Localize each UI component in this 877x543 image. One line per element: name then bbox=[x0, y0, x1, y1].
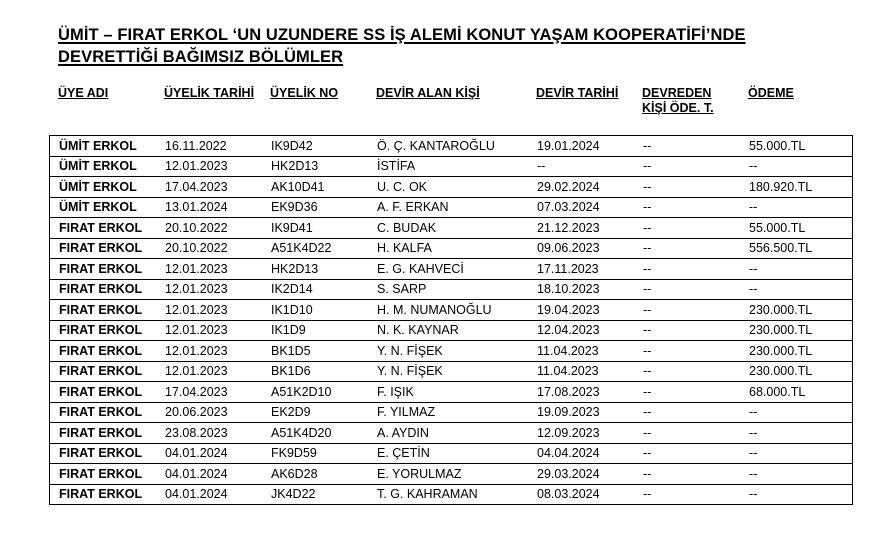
cell-uye-adi: FIRAT ERKOL bbox=[50, 259, 166, 280]
cell-devreden-kisi-odeme: -- bbox=[643, 156, 749, 177]
cell-devreden-kisi-odeme: -- bbox=[643, 238, 749, 259]
cell-uye-adi: FIRAT ERKOL bbox=[50, 423, 166, 444]
cell-devir-alan-kisi: C. BUDAK bbox=[377, 218, 537, 239]
cell-odeme: -- bbox=[749, 443, 853, 464]
table-row bbox=[50, 320, 853, 341]
table-row bbox=[50, 177, 853, 198]
cell-devir-alan-kisi: U. C. OK bbox=[377, 177, 537, 198]
header-devir-tarihi: DEVİR TARİHİ bbox=[536, 86, 619, 100]
cell-uyelik-tarihi: 12.01.2023 bbox=[165, 300, 271, 321]
table-row bbox=[50, 238, 853, 259]
cell-uyelik-tarihi: 23.08.2023 bbox=[165, 423, 271, 444]
cell-uyelik-no: IK2D14 bbox=[271, 279, 377, 300]
title-line-2: DEVRETTİĞİ BAĞIMSIZ BÖLÜMLER bbox=[58, 48, 344, 66]
table-row bbox=[50, 341, 853, 362]
cell-uye-adi: FIRAT ERKOL bbox=[50, 300, 166, 321]
cell-uyelik-tarihi: 17.04.2023 bbox=[165, 177, 271, 198]
cell-devir-alan-kisi: Y. N. FİŞEK bbox=[377, 341, 537, 362]
cell-devreden-kisi-odeme: -- bbox=[643, 136, 749, 157]
cell-uyelik-no: A51K4D20 bbox=[271, 423, 377, 444]
cell-devir-tarihi: 07.03.2024 bbox=[537, 197, 643, 218]
cell-uye-adi: FIRAT ERKOL bbox=[50, 238, 166, 259]
cell-uyelik-no: EK2D9 bbox=[271, 402, 377, 423]
cell-devir-tarihi: 17.11.2023 bbox=[537, 259, 643, 280]
cell-uyelik-no: AK6D28 bbox=[271, 464, 377, 485]
cell-odeme: -- bbox=[749, 402, 853, 423]
cell-devir-tarihi: 17.08.2023 bbox=[537, 382, 643, 403]
table-row bbox=[50, 423, 853, 444]
cell-uye-adi: FIRAT ERKOL bbox=[50, 443, 166, 464]
title-line-1: ÜMİT – FIRAT ERKOL ‘UN UZUNDERE SS İŞ ALEMİ KONUT YAŞAM KOOPERATİFİ’NDE bbox=[58, 26, 746, 44]
header-devir-alan-kisi: DEVİR ALAN KİŞİ bbox=[376, 86, 480, 100]
cell-uye-adi: FIRAT ERKOL bbox=[50, 320, 166, 341]
cell-devir-alan-kisi: Y. N. FİŞEK bbox=[377, 361, 537, 382]
cell-uyelik-no: IK9D42 bbox=[271, 136, 377, 157]
cell-uyelik-tarihi: 12.01.2023 bbox=[165, 259, 271, 280]
table-row bbox=[50, 402, 853, 423]
cell-odeme: 55.000.TL bbox=[749, 218, 853, 239]
cell-devir-alan-kisi: F. IŞIK bbox=[377, 382, 537, 403]
cell-devir-tarihi: 09.06.2023 bbox=[537, 238, 643, 259]
header-uyelik-no: ÜYELİK NO bbox=[270, 86, 339, 100]
cell-odeme: -- bbox=[749, 156, 853, 177]
cell-uyelik-tarihi: 12.01.2023 bbox=[165, 320, 271, 341]
document-title bbox=[58, 24, 838, 68]
cell-devir-alan-kisi: A. F. ERKAN bbox=[377, 197, 537, 218]
table-row bbox=[50, 136, 853, 157]
header-uyelik-tarihi: ÜYELİK TARİHİ bbox=[164, 86, 255, 100]
cell-odeme: 180.920.TL bbox=[749, 177, 853, 198]
header-devreden-line-2: KİŞİ ÖDE. T. bbox=[642, 101, 714, 115]
cell-uyelik-tarihi: 04.01.2024 bbox=[165, 484, 271, 505]
cell-uyelik-no: BK1D6 bbox=[271, 361, 377, 382]
cell-devir-tarihi: 11.04.2023 bbox=[537, 341, 643, 362]
cell-uyelik-tarihi: 12.01.2023 bbox=[165, 341, 271, 362]
cell-uye-adi: FIRAT ERKOL bbox=[50, 341, 166, 362]
cell-devir-alan-kisi: E. G. KAHVECİ bbox=[377, 259, 537, 280]
header-uye-adi: ÜYE ADI bbox=[58, 86, 109, 100]
cell-devreden-kisi-odeme: -- bbox=[643, 402, 749, 423]
cell-odeme: -- bbox=[749, 197, 853, 218]
cell-devir-tarihi: 11.04.2023 bbox=[537, 361, 643, 382]
table-row bbox=[50, 279, 853, 300]
cell-uyelik-tarihi: 17.04.2023 bbox=[165, 382, 271, 403]
header-devreden-kisi-odeme bbox=[642, 86, 714, 116]
cell-devreden-kisi-odeme: -- bbox=[643, 382, 749, 403]
cell-devreden-kisi-odeme: -- bbox=[643, 300, 749, 321]
cell-uye-adi: FIRAT ERKOL bbox=[50, 361, 166, 382]
cell-uyelik-tarihi: 20.06.2023 bbox=[165, 402, 271, 423]
cell-devreden-kisi-odeme: -- bbox=[643, 197, 749, 218]
cell-odeme: -- bbox=[749, 464, 853, 485]
table-row bbox=[50, 464, 853, 485]
cell-uyelik-no: A51K4D22 bbox=[271, 238, 377, 259]
cell-uyelik-tarihi: 16.11.2022 bbox=[165, 136, 271, 157]
table-row bbox=[50, 218, 853, 239]
cell-devir-alan-kisi: H. M. NUMANOĞLU bbox=[377, 300, 537, 321]
table-row bbox=[50, 361, 853, 382]
cell-odeme: -- bbox=[749, 484, 853, 505]
cell-odeme: -- bbox=[749, 423, 853, 444]
cell-devreden-kisi-odeme: -- bbox=[643, 177, 749, 198]
table-row bbox=[50, 197, 853, 218]
cell-devreden-kisi-odeme: -- bbox=[643, 361, 749, 382]
cell-uyelik-tarihi: 12.01.2023 bbox=[165, 156, 271, 177]
cell-devir-alan-kisi: N. K. KAYNAR bbox=[377, 320, 537, 341]
cell-uye-adi: FIRAT ERKOL bbox=[50, 484, 166, 505]
transfers-table-body bbox=[50, 136, 853, 505]
cell-odeme: 230.000.TL bbox=[749, 320, 853, 341]
cell-uyelik-no: IK1D10 bbox=[271, 300, 377, 321]
cell-devir-tarihi: 19.01.2024 bbox=[537, 136, 643, 157]
cell-uyelik-no: HK2D13 bbox=[271, 156, 377, 177]
cell-devreden-kisi-odeme: -- bbox=[643, 218, 749, 239]
cell-devir-tarihi: 12.09.2023 bbox=[537, 423, 643, 444]
cell-uye-adi: FIRAT ERKOL bbox=[50, 218, 166, 239]
table-row bbox=[50, 156, 853, 177]
cell-devreden-kisi-odeme: -- bbox=[643, 279, 749, 300]
cell-uye-adi: FIRAT ERKOL bbox=[50, 279, 166, 300]
cell-uyelik-no: FK9D59 bbox=[271, 443, 377, 464]
cell-devir-tarihi: 21.12.2023 bbox=[537, 218, 643, 239]
cell-devreden-kisi-odeme: -- bbox=[643, 464, 749, 485]
cell-uyelik-no: A51K2D10 bbox=[271, 382, 377, 403]
cell-uyelik-no: BK1D5 bbox=[271, 341, 377, 362]
header-odeme: ÖDEME bbox=[748, 86, 794, 100]
table-row bbox=[50, 484, 853, 505]
table-row bbox=[50, 382, 853, 403]
cell-devir-alan-kisi: S. SARP bbox=[377, 279, 537, 300]
cell-devreden-kisi-odeme: -- bbox=[643, 484, 749, 505]
cell-uyelik-no: EK9D36 bbox=[271, 197, 377, 218]
cell-uyelik-no: JK4D22 bbox=[271, 484, 377, 505]
cell-devir-tarihi: 29.03.2024 bbox=[537, 464, 643, 485]
cell-uye-adi: ÜMİT ERKOL bbox=[50, 197, 166, 218]
cell-devreden-kisi-odeme: -- bbox=[643, 259, 749, 280]
cell-uye-adi: ÜMİT ERKOL bbox=[50, 136, 166, 157]
cell-devir-alan-kisi: Ö. Ç. KANTAROĞLU bbox=[377, 136, 537, 157]
cell-odeme: 230.000.TL bbox=[749, 300, 853, 321]
cell-devir-alan-kisi: A. AYDIN bbox=[377, 423, 537, 444]
cell-uyelik-no: IK9D41 bbox=[271, 218, 377, 239]
cell-uyelik-tarihi: 04.01.2024 bbox=[165, 464, 271, 485]
cell-devir-tarihi: 18.10.2023 bbox=[537, 279, 643, 300]
transfers-table bbox=[49, 135, 853, 505]
table-row bbox=[50, 300, 853, 321]
cell-odeme: 230.000.TL bbox=[749, 361, 853, 382]
cell-uyelik-tarihi: 12.01.2023 bbox=[165, 361, 271, 382]
cell-devir-tarihi: 19.04.2023 bbox=[537, 300, 643, 321]
header-devreden-line-1: DEVREDEN bbox=[642, 86, 712, 100]
cell-uyelik-no: IK1D9 bbox=[271, 320, 377, 341]
cell-odeme: 55.000.TL bbox=[749, 136, 853, 157]
cell-uyelik-no: AK10D41 bbox=[271, 177, 377, 198]
cell-uyelik-tarihi: 20.10.2022 bbox=[165, 238, 271, 259]
cell-uye-adi: ÜMİT ERKOL bbox=[50, 177, 166, 198]
cell-uye-adi: FIRAT ERKOL bbox=[50, 402, 166, 423]
cell-devir-alan-kisi: E. YORULMAZ bbox=[377, 464, 537, 485]
cell-devir-alan-kisi: H. KALFA bbox=[377, 238, 537, 259]
cell-devir-tarihi: 08.03.2024 bbox=[537, 484, 643, 505]
cell-devreden-kisi-odeme: -- bbox=[643, 341, 749, 362]
cell-odeme: 230.000.TL bbox=[749, 341, 853, 362]
cell-uyelik-tarihi: 20.10.2022 bbox=[165, 218, 271, 239]
cell-devir-tarihi: 19.09.2023 bbox=[537, 402, 643, 423]
cell-odeme: -- bbox=[749, 279, 853, 300]
cell-devreden-kisi-odeme: -- bbox=[643, 443, 749, 464]
cell-uye-adi: FIRAT ERKOL bbox=[50, 464, 166, 485]
table-row bbox=[50, 443, 853, 464]
cell-uyelik-tarihi: 13.01.2024 bbox=[165, 197, 271, 218]
cell-devreden-kisi-odeme: -- bbox=[643, 423, 749, 444]
cell-uyelik-no: HK2D13 bbox=[271, 259, 377, 280]
cell-uyelik-tarihi: 04.01.2024 bbox=[165, 443, 271, 464]
cell-devir-tarihi: 29.02.2024 bbox=[537, 177, 643, 198]
cell-devir-tarihi: 04.04.2024 bbox=[537, 443, 643, 464]
cell-devir-alan-kisi: İSTİFA bbox=[377, 156, 537, 177]
table-row bbox=[50, 259, 853, 280]
cell-devir-tarihi: 12.04.2023 bbox=[537, 320, 643, 341]
cell-uyelik-tarihi: 12.01.2023 bbox=[165, 279, 271, 300]
cell-odeme: -- bbox=[749, 259, 853, 280]
cell-devir-alan-kisi: F. YILMAZ bbox=[377, 402, 537, 423]
cell-odeme: 68.000.TL bbox=[749, 382, 853, 403]
cell-devreden-kisi-odeme: -- bbox=[643, 320, 749, 341]
cell-uye-adi: ÜMİT ERKOL bbox=[50, 156, 166, 177]
cell-devir-tarihi: -- bbox=[537, 156, 643, 177]
cell-uye-adi: FIRAT ERKOL bbox=[50, 382, 166, 403]
cell-odeme: 556.500.TL bbox=[749, 238, 853, 259]
cell-devir-alan-kisi: T. G. KAHRAMAN bbox=[377, 484, 537, 505]
cell-devir-alan-kisi: E. ÇETİN bbox=[377, 443, 537, 464]
